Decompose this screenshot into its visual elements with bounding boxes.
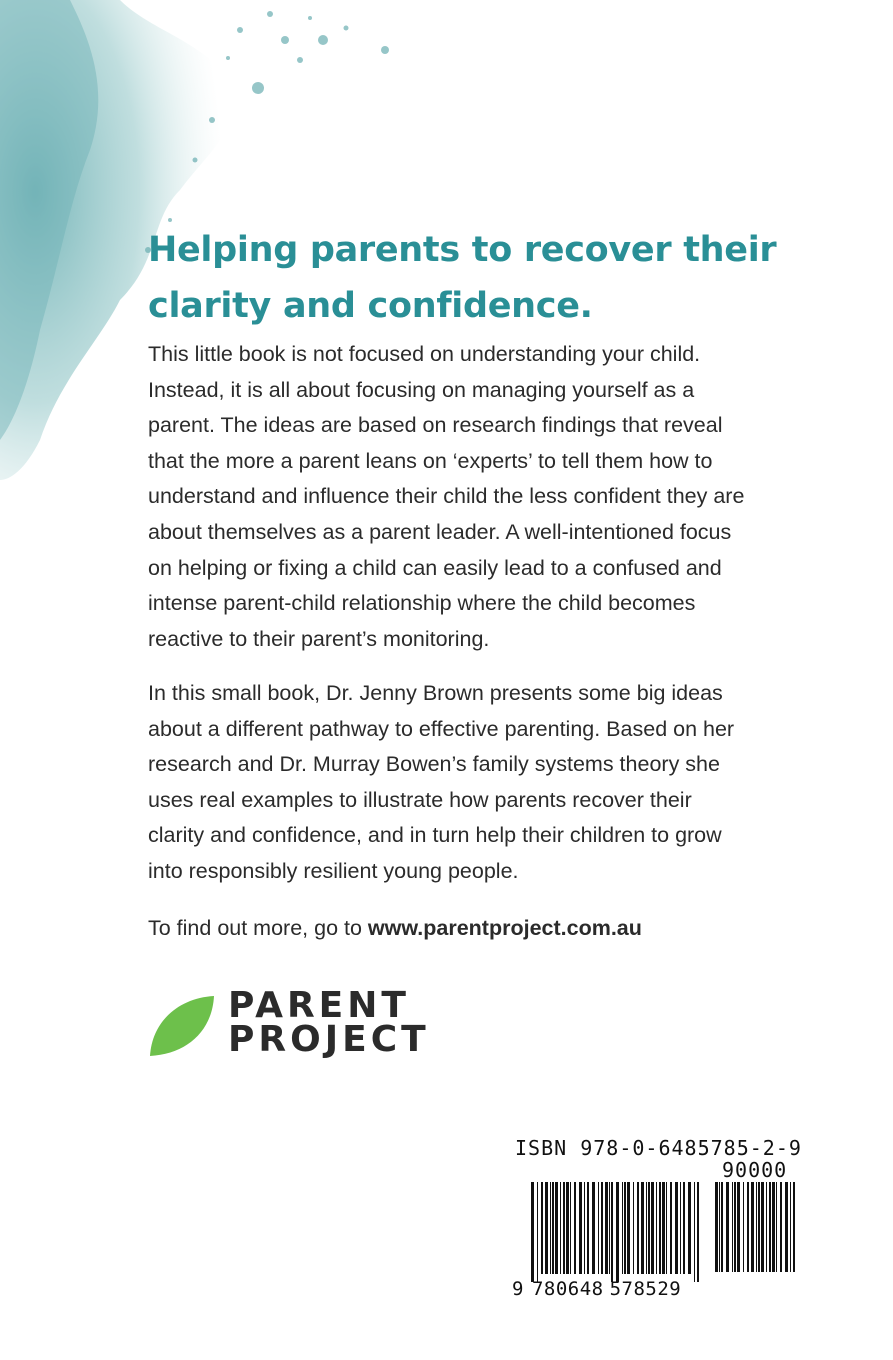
barcode-bar bbox=[675, 1182, 678, 1274]
barcode-bar bbox=[605, 1182, 608, 1274]
call-to-action bbox=[148, 911, 748, 947]
barcode-bar bbox=[584, 1182, 585, 1274]
description-paragraph-2: In this small book, Dr. Jenny Brown presents some big ideas about a different pathway to effective parenting. Based on her research and Dr. Murray Bowen’s family systems theory she uses real examples to illustrate how parents recover their clarity and confidence, and in turn help their children to grow into responsibly resilient young people. bbox=[148, 681, 735, 883]
barcode-bar bbox=[734, 1182, 736, 1272]
barcode-bar bbox=[574, 1182, 576, 1274]
barcode-bar bbox=[747, 1182, 749, 1272]
barcode-bar bbox=[601, 1182, 603, 1274]
barcode-bar bbox=[683, 1182, 685, 1274]
barcode-bar bbox=[537, 1182, 538, 1282]
barcode-bar bbox=[688, 1182, 691, 1274]
price-barcode bbox=[714, 1182, 800, 1280]
barcode-bar bbox=[758, 1182, 760, 1272]
barcode-bar bbox=[694, 1182, 695, 1282]
barcode-bar bbox=[560, 1182, 561, 1274]
cover-headline: Helping parents to recover their clarity and confidence. bbox=[148, 230, 777, 326]
barcode-bar bbox=[772, 1182, 775, 1272]
barcode-bar bbox=[622, 1182, 623, 1274]
price-code: 90000 bbox=[722, 1158, 788, 1182]
barcode-bar bbox=[732, 1182, 733, 1272]
barcode-digits bbox=[512, 1278, 681, 1300]
barcode-bar bbox=[592, 1182, 595, 1274]
barcode-bar bbox=[579, 1182, 582, 1274]
barcode-bar bbox=[651, 1182, 654, 1274]
barcode-bar bbox=[766, 1182, 767, 1272]
barcode-bar bbox=[780, 1182, 782, 1272]
description-paragraph-1: This little book is not focused on understanding your child. Instead, it is all about focusing on managing yourself as a parent. The ideas are based on research findings that reveal that the more a parent leans on ‘experts’ to tell them how to understand and influence their child the less confident they are about themselves as a parent leader. A well-intentioned focus on helping or fixing a child can easily lead to a confused and intense parent-child relationship where the child becomes reactive to their parent’s monitoring. bbox=[148, 342, 745, 651]
barcode-bar bbox=[719, 1182, 720, 1272]
barcode-bar bbox=[587, 1182, 589, 1274]
logo-line-1: PARENT bbox=[228, 985, 410, 1026]
barcode-bar bbox=[721, 1182, 723, 1272]
barcode-bar bbox=[680, 1182, 681, 1274]
barcode-bar bbox=[790, 1182, 791, 1272]
barcode-bar bbox=[627, 1182, 630, 1274]
leaf-icon bbox=[148, 992, 216, 1058]
barcode-bar bbox=[656, 1182, 657, 1274]
parent-project-logo bbox=[148, 985, 430, 1060]
barcode-bar bbox=[598, 1182, 599, 1274]
barcode-group-2: 578529 bbox=[609, 1278, 682, 1300]
barcode-bar bbox=[785, 1182, 788, 1272]
barcode-bar bbox=[756, 1182, 757, 1272]
barcode-bar bbox=[662, 1182, 665, 1274]
barcode-bar bbox=[563, 1182, 565, 1274]
barcode-bar bbox=[609, 1182, 610, 1274]
barcode-bar bbox=[545, 1182, 548, 1274]
barcode-bar bbox=[624, 1182, 626, 1274]
barcode-bar bbox=[646, 1182, 647, 1274]
barcode-bar bbox=[743, 1182, 744, 1272]
cta-prefix: To find out more, go to bbox=[148, 916, 368, 940]
barcode-bar bbox=[793, 1182, 795, 1272]
barcode-lead-digit: 9 bbox=[512, 1278, 524, 1300]
isbn-label: ISBN 978-0-6485785-2-9 bbox=[515, 1136, 802, 1160]
barcode-bar bbox=[776, 1182, 777, 1272]
barcode-bar bbox=[648, 1182, 650, 1274]
barcode-bar bbox=[666, 1182, 667, 1274]
barcode-bar bbox=[550, 1182, 551, 1274]
barcode-bar bbox=[769, 1182, 771, 1272]
barcode-bar bbox=[531, 1182, 534, 1282]
barcode-bar bbox=[570, 1182, 571, 1274]
barcode-bar bbox=[751, 1182, 754, 1272]
barcode-bar bbox=[697, 1182, 699, 1282]
barcode-bar bbox=[611, 1182, 613, 1282]
barcode-bar bbox=[566, 1182, 569, 1274]
isbn-barcode bbox=[530, 1182, 700, 1282]
barcode-bar bbox=[552, 1182, 554, 1274]
barcode-bar bbox=[555, 1182, 558, 1274]
barcode-bar bbox=[616, 1182, 619, 1282]
barcode-bar bbox=[761, 1182, 764, 1272]
barcode-bar bbox=[637, 1182, 639, 1274]
barcode-bar bbox=[633, 1182, 634, 1274]
barcode-bar bbox=[737, 1182, 740, 1272]
barcode-bar bbox=[670, 1182, 672, 1274]
logo-wordmark bbox=[228, 985, 430, 1060]
logo-line-2: PROJECT bbox=[228, 1019, 430, 1060]
barcode-group-1: 780648 bbox=[531, 1278, 604, 1300]
barcode-bar bbox=[659, 1182, 661, 1274]
barcode-bar bbox=[726, 1182, 729, 1272]
website-link[interactable]: www.parentproject.com.au bbox=[367, 916, 642, 940]
barcode-bar bbox=[715, 1182, 718, 1272]
barcode-bar bbox=[641, 1182, 644, 1274]
barcode-bar bbox=[541, 1182, 543, 1274]
